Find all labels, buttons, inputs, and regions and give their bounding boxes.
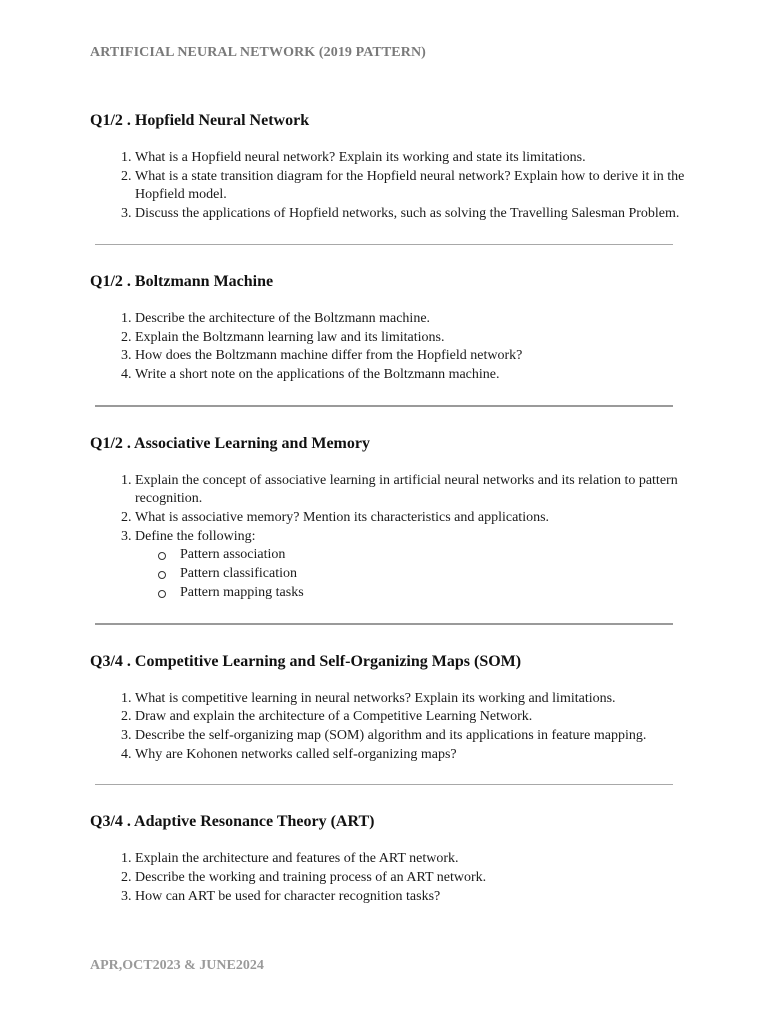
document-content (90, 110, 690, 906)
question-item: 3. How does the Boltzmann machine differ from the Hopfield network? (135, 347, 690, 366)
question-item: 1. Describe the architecture of the Boltzmann machine. (135, 310, 690, 329)
section-divider (95, 405, 673, 407)
question-item (135, 528, 690, 603)
question-list (90, 690, 690, 765)
question-list (90, 149, 690, 224)
question-item: 2. Explain the Boltzmann learning law and its limitations. (135, 329, 690, 348)
question-item: 2. What is a state transition diagram for the Hopfield neural network? Explain how to derive it in the Hopfield model. (135, 168, 690, 205)
question-list (90, 472, 690, 603)
section-title: Q1/2 . Hopfield Neural Network (90, 112, 310, 129)
question-item: 1. What is a Hopfield neural network? Explain its working and state its limitations. (135, 149, 690, 168)
question-item: 1. Explain the concept of associative learning in artificial neural networks and its relation to pattern recognition. (135, 472, 690, 509)
question-list (90, 310, 690, 385)
sub-list (135, 546, 690, 602)
question-text: Define the following: (135, 528, 256, 544)
running-header: ARTIFICIAL NEURAL NETWORK (2019 PATTERN) (90, 45, 426, 60)
question-list (90, 850, 690, 906)
running-footer: APR,OCT2023 & JUNE2024 (90, 958, 264, 973)
question-item: 3. Describe the self-organizing map (SOM) algorithm and its applications in feature mapping. (135, 727, 690, 746)
section-art (90, 811, 690, 906)
sub-list-item: Pattern classification (157, 565, 690, 584)
section-title: Q1/2 . Boltzmann Machine (90, 272, 274, 290)
sub-list-item: Pattern mapping tasks (157, 584, 690, 603)
section-associative (90, 433, 690, 603)
sub-list-item: Pattern association (157, 546, 690, 565)
question-item: 3. Discuss the applications of Hopfield networks, such as solving the Travelling Salesman Problem. (135, 205, 690, 224)
question-item: 2. What is associative memory? Mention its characteristics and applications. (135, 509, 690, 528)
section-competitive-learning (90, 651, 690, 765)
section-title: Q3/4 . Adaptive Resonance Theory (ART) (90, 813, 375, 831)
section-title: Q1/2 . Associative Learning and Memory (90, 434, 370, 452)
section-divider (95, 784, 673, 785)
question-item: 4. Write a short note on the applications of the Boltzmann machine. (135, 366, 690, 385)
section-divider (95, 244, 673, 245)
question-item: 4. Why are Kohonen networks called self-organizing maps? (135, 746, 690, 765)
section-boltzmann (90, 271, 690, 385)
question-item: 1. Explain the architecture and features of the ART network. (135, 850, 690, 869)
section-hopfield (90, 110, 690, 224)
section-title: Q3/4 . Competitive Learning and Self-Organizing Maps (SOM) (90, 652, 522, 670)
section-divider (95, 623, 673, 625)
question-item: 3. How can ART be used for character recognition tasks? (135, 888, 690, 907)
question-item: 2. Describe the working and training process of an ART network. (135, 869, 690, 888)
question-item: 2. Draw and explain the architecture of a Competitive Learning Network. (135, 708, 690, 727)
question-item: 1. What is competitive learning in neural networks? Explain its working and limitations. (135, 690, 690, 709)
